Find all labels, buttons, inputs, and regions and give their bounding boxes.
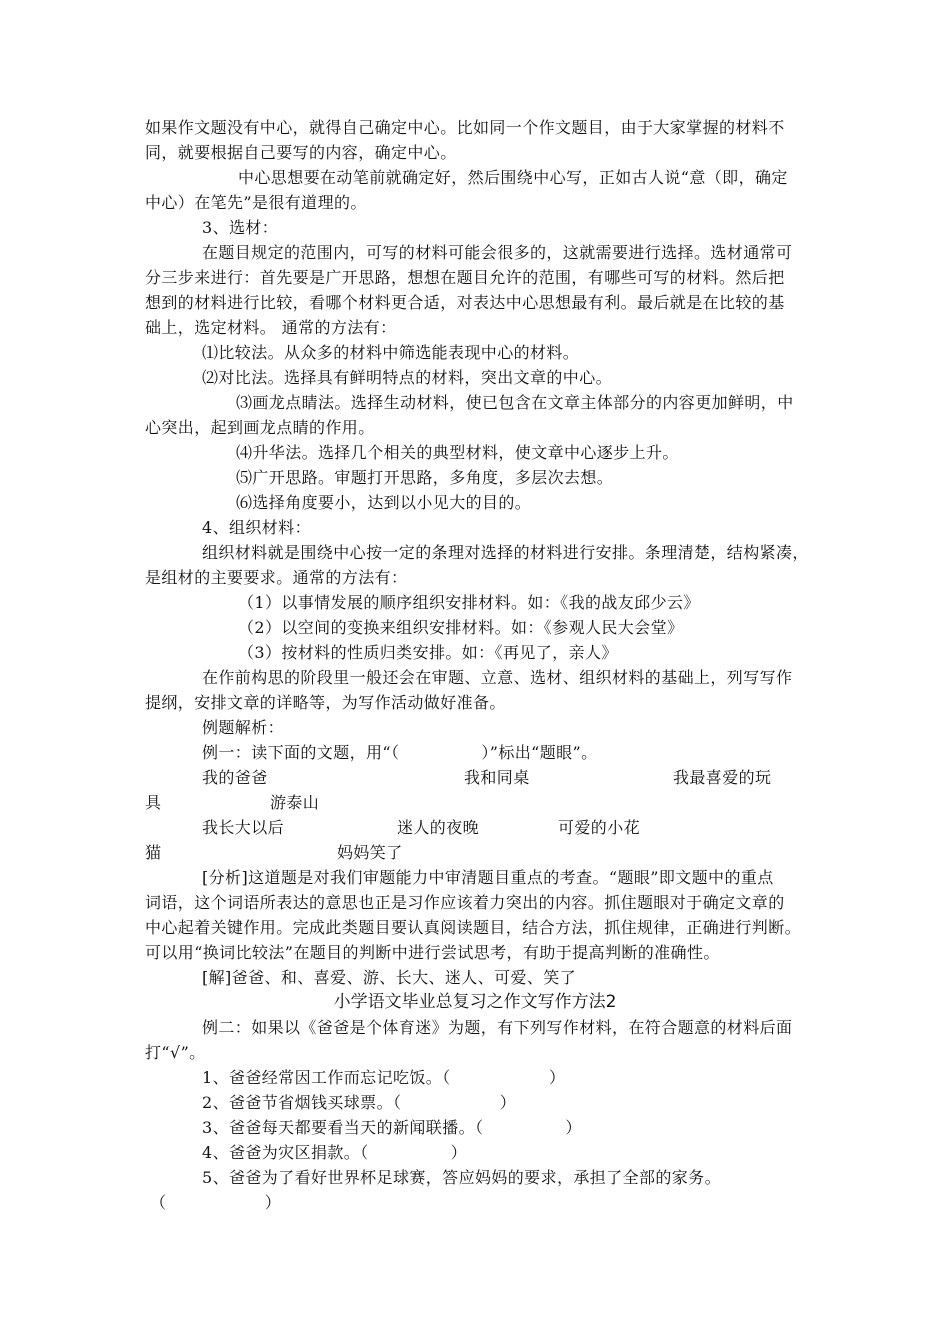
analysis-line: 中心起着关键作用。完成此类题目要认真阅读题目，结合方法，抓住规律，正确进行判断。 — [145, 918, 802, 937]
option-item: 5、爸爸为了看好世界杯足球赛，答应妈妈的要求，承担了全部的家务。 — [202, 1168, 721, 1187]
option-item: 2、爸爸节省烟钱买球票。（ ） — [202, 1093, 517, 1112]
essay-title: 我长大以后 — [202, 818, 285, 837]
essay-title: 我最喜爱的玩 — [673, 768, 772, 787]
analysis-line: [分析]这道题是对我们审题能力中审清题目重点的考查。“题眼”即文题中的重点 — [202, 868, 774, 887]
section-heading: 例题解析： — [202, 718, 285, 737]
essay-title: 我和同桌 — [464, 768, 530, 787]
paragraph-line: 想到的材料进行比较，看哪个材料更合适，对表达中心思想最有利。最后就是在比较的基 — [145, 293, 785, 312]
paragraph-line: 础上，选定材料。 通常的方法有： — [145, 318, 397, 337]
list-item: （2）以空间的变换来组织安排材料。如：《参观人民大会堂》 — [238, 618, 684, 637]
paragraph-line: 如果作文题没有中心，就得自己确定中心。比如同一个作文题目，由于大家掌握的材料不 — [145, 118, 785, 137]
essay-title: 可爱的小花 — [558, 818, 641, 837]
list-item: ⑶画龙点睛法。选择生动材料，使已包含在文章主体部分的内容更加鲜明，中 — [236, 393, 794, 412]
paragraph-line: 组织材料就是围绕中心按一定的条理对选择的材料进行安排。条理清楚，结构紧凑， — [202, 543, 809, 562]
paragraph-line: 心突出，起到画龙点睛的作用。 — [145, 418, 375, 437]
list-item: ⑹选择角度要小，达到以小见大的目的。 — [236, 493, 532, 512]
list-item: ⑵对比法。选择具有鲜明特点的材料，突出文章的中心。 — [202, 368, 613, 387]
answer-line: [解]爸爸、和、喜爱、游、长大、迷人、可爱、笑了 — [202, 968, 577, 987]
list-item: ⑸广开思路。审题打开思路，多角度，多层次去想。 — [236, 468, 614, 487]
paragraph-line: 中心思想要在动笔前就确定好，然后围绕中心写，正如古人说“意（即，确定 — [238, 168, 788, 187]
option-item: 4、爸爸为灾区捐款。（ ） — [202, 1143, 467, 1162]
list-item: （3）按材料的性质归类安排。如：《再见了，亲人》 — [238, 643, 618, 662]
analysis-line: 词语，这个词语所表达的意思也正是习作应该着力突出的内容。抓住题眼对于确定文章的 — [145, 893, 785, 912]
list-item: （1）以事情发展的顺序组织安排材料。如：《我的战友邱少云》 — [238, 593, 700, 612]
essay-title: 游泰山 — [270, 793, 320, 812]
paragraph-line: 是组材的主要要求。通常的方法有： — [145, 568, 408, 587]
question-line: 例一：读下面的文题，用“（ ）”标出“题眼”。 — [202, 743, 598, 762]
option-item: 3、爸爸每天都要看当天的新闻联播。（ ） — [202, 1118, 582, 1137]
paragraph-line: 在题目规定的范围内，可写的材料可能会很多的，这就需要进行选择。选材通常可 — [202, 243, 793, 262]
paragraph-line: 同，就要根据自己要写的内容，确定中心。 — [145, 143, 457, 162]
essay-title: 妈妈笑了 — [337, 843, 403, 862]
question-line: 例二：如果以《爸爸是个体育迷》为题，有下列写作材料，在符合题意的材料后面 — [202, 1018, 793, 1037]
essay-title: 我的爸爸 — [202, 768, 268, 787]
analysis-line: 可以用“换词比较法”在题目的判断中进行尝试思考，有助于提高判断的准确性。 — [145, 943, 720, 962]
section-heading: 3、选材： — [202, 218, 279, 237]
essay-title: 迷人的夜晚 — [397, 818, 480, 837]
answer-blank: （ ） — [150, 1193, 282, 1212]
section-title: 小学语文毕业总复习之作文写作方法2 — [333, 992, 617, 1012]
essay-title: 猫 — [145, 843, 162, 862]
paragraph-line: 提纲，安排文章的详略等，为写作活动做好准备。 — [145, 693, 506, 712]
essay-title: 具 — [145, 793, 162, 812]
question-line: 打“√”。 — [145, 1043, 206, 1062]
list-item: ⑷升华法。选择几个相关的典型材料，使文章中心逐步上升。 — [236, 443, 679, 462]
list-item: ⑴比较法。从众多的材料中筛选能表现中心的材料。 — [202, 343, 580, 362]
paragraph-line: 分三步来进行：首先要是广开思路，想想在题目允许的范围，有哪些可写的材料。然后把 — [145, 268, 785, 287]
option-item: 1、爸爸经常因工作而忘记吃饭。（ ） — [202, 1068, 566, 1087]
paragraph-line: 在作前构思的阶段里一般还会在审题、立意、选材、组织材料的基础上，列写写作 — [202, 668, 793, 687]
paragraph-line: 中心）在笔先”是很有道理的。 — [145, 193, 367, 212]
section-heading: 4、组织材料： — [202, 518, 311, 537]
